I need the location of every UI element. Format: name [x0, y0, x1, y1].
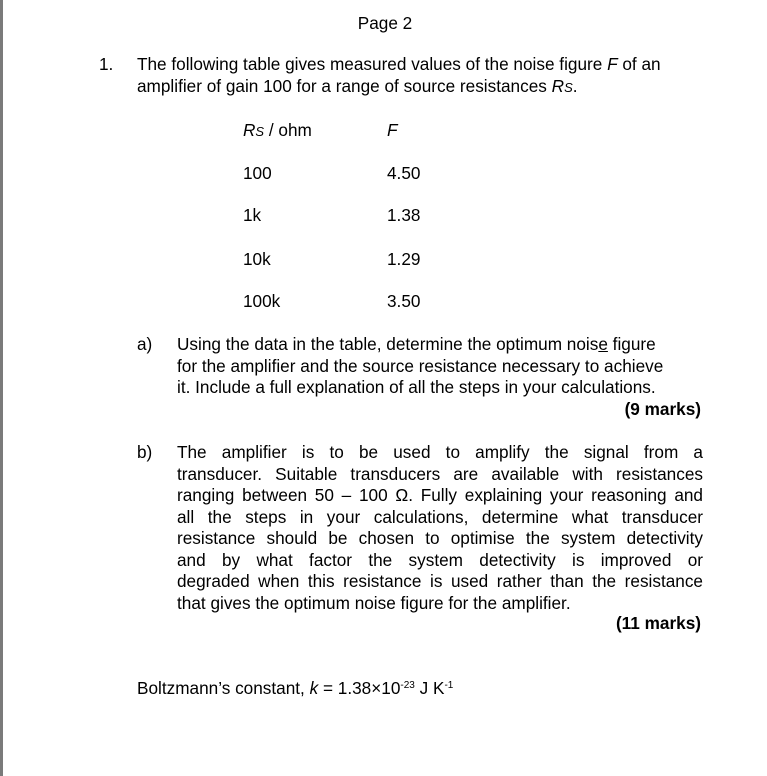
- part-a-line-1: Using the data in the table, determine the optimum noise figure: [177, 334, 656, 354]
- part-b-marks: (11 marks): [615, 613, 701, 633]
- page-label: Page 2: [357, 13, 413, 33]
- part-b-line: The amplifier is to be used to amplify the signal from a: [177, 442, 703, 462]
- table-cell-rs: 1k: [243, 205, 262, 225]
- part-a-marks: (9 marks): [624, 399, 701, 419]
- table-header-rs: RS / ohm: [243, 120, 312, 140]
- boltzmann-constant: Boltzmann’s constant, $k = 1.38\times 10^{-23}$ J $K^{-1}$: [137, 678, 454, 698]
- part-a-line-3: it. Include a full explanation of all the steps in your calculations.: [177, 377, 656, 397]
- table-cell-rs: 100: [243, 163, 272, 183]
- question-number: 1.: [99, 54, 114, 74]
- part-a-text: [177, 333, 703, 398]
- document-page: [3, 0, 767, 776]
- part-a-label: a): [137, 334, 153, 354]
- part-b-line: ranging between 50 – 100 Ω. Fully explaining your reasoning and: [177, 485, 703, 505]
- part-b-line: resistance should be chosen to optimise the system detectivity: [177, 528, 703, 548]
- part-b-text: [177, 441, 703, 613]
- part-b-line: and by what factor the system detectivity is improved or: [177, 549, 703, 570]
- question-intro-line-2: amplifier of gain 100 for a range of source resistances RS.: [137, 76, 578, 96]
- question-intro: [137, 53, 661, 97]
- table-cell-f: 1.38: [387, 205, 421, 225]
- table-cell-f: 3.50: [387, 291, 421, 311]
- table-cell-f: 1.29: [387, 249, 421, 269]
- question-intro-line-1: The following table gives measured values of the noise figure F of an: [137, 54, 661, 74]
- part-b-last-line: that gives the optimum noise figure for the amplifier.: [177, 592, 571, 613]
- part-b-line: degraded when this resistance is used rather than the resistance: [177, 571, 703, 591]
- part-b-line: all the steps in your calculations, determine what transducer: [177, 506, 703, 527]
- table-cell-rs: 100k: [243, 291, 281, 311]
- table-header-f: F: [387, 120, 398, 140]
- part-a-line-2: for the amplifier and the source resistance necessary to achieve: [177, 355, 664, 376]
- table-cell-rs: 10k: [243, 249, 271, 269]
- part-b-label: b): [137, 442, 153, 462]
- table-cell-f: 4.50: [387, 163, 421, 183]
- part-b-line: transducer. Suitable transducers are available with resistances: [177, 463, 703, 484]
